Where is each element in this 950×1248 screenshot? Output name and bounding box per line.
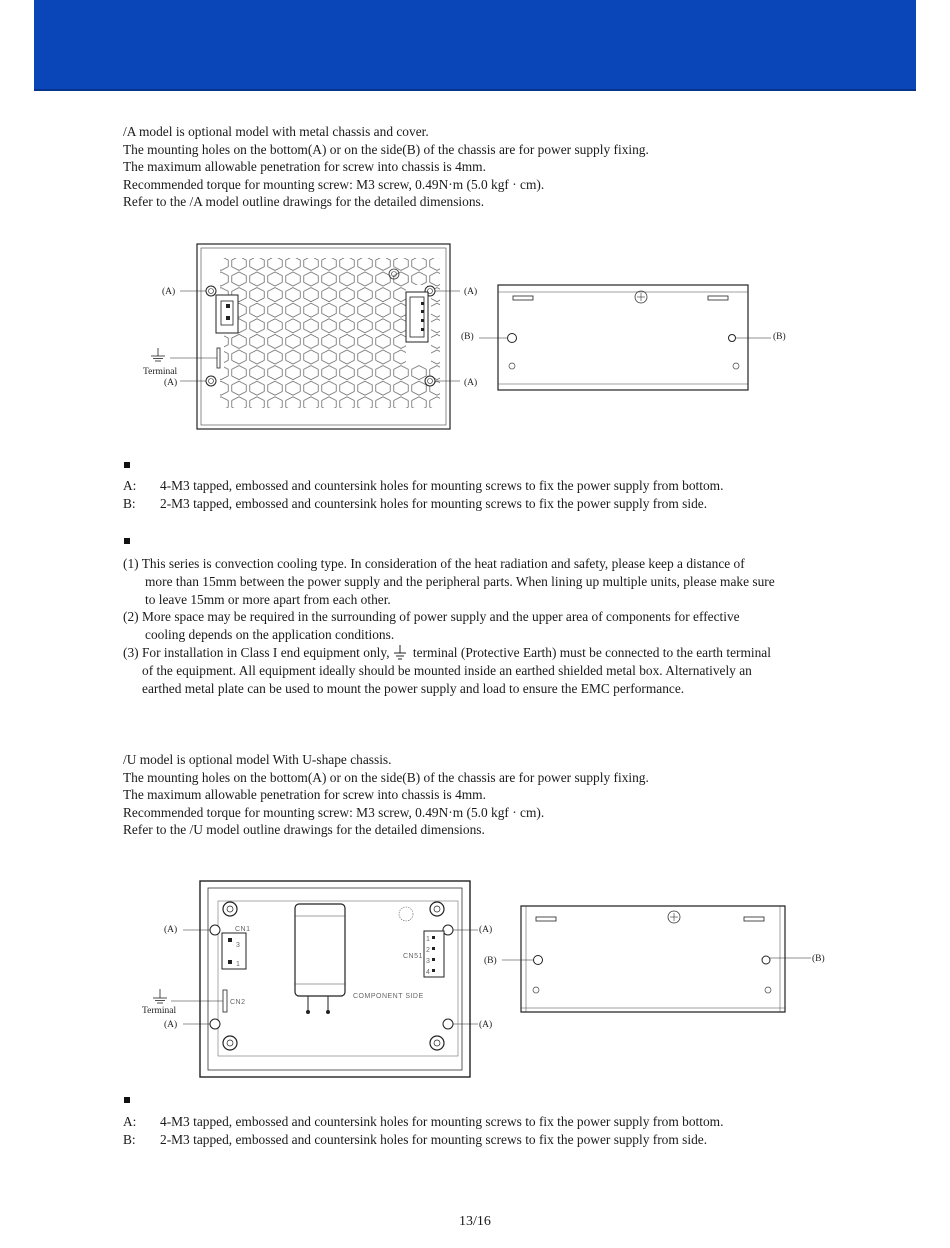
label-pin: 3	[426, 958, 431, 965]
intro-line: The mounting holes on the bottom(A) or on the side(B) of the chassis are for power supply fixing.	[123, 769, 649, 785]
u-model-side-drawing	[478, 900, 830, 1018]
label-terminal: Terminal	[142, 1006, 177, 1016]
label-cn2: CN2	[230, 999, 246, 1006]
intro-line: Recommended torque for mounting screw: M3 screw, 0.49N·m (5.0 kgf · cm).	[123, 176, 545, 192]
label-pin3: 3	[236, 942, 241, 949]
hole-row-b	[123, 495, 707, 513]
intro-line: Refer to the /A model outline drawings for the detailed dimensions.	[123, 194, 485, 210]
section-u-intro	[123, 751, 863, 839]
label-pin: 2	[426, 947, 431, 954]
label-pin1: 1	[236, 961, 241, 968]
earth-ground-icon	[392, 644, 408, 660]
label-pin: 4	[426, 969, 431, 976]
header-band	[34, 0, 916, 91]
label-b: (B)	[484, 956, 497, 966]
hole-text: 4-M3 tapped, embossed and countersink holes for mounting screws to fix the power supply from bottom.	[160, 478, 724, 493]
hole-key: B:	[123, 1132, 136, 1147]
u-model-front-drawing	[138, 876, 498, 1081]
hole-row-b	[123, 1131, 707, 1149]
hole-key: B:	[123, 496, 136, 511]
note-line: more than 15mm between the power supply and the peripheral parts. When lining up multiple units, please make sure	[145, 573, 775, 589]
hole-row-a	[123, 477, 723, 495]
note-line: to leave 15mm or more apart from each other.	[145, 591, 391, 607]
page-number: 13/16	[459, 1214, 491, 1229]
a-model-front-drawing	[140, 240, 460, 435]
hole-text: 2-M3 tapped, embossed and countersink holes for mounting screws to fix the power supply from side.	[160, 1132, 708, 1147]
note-line: of the equipment. All equipment ideally should be mounted inside an earthed shielded metal box. Alternatively an	[142, 662, 752, 678]
label-b: (B)	[812, 954, 825, 964]
hole-text: 4-M3 tapped, embossed and countersink holes for mounting screws to fix the power supply from bottom.	[160, 1114, 724, 1129]
intro-line: The maximum allowable penetration for screw into chassis is 4mm.	[123, 159, 486, 175]
note-line: terminal (Protective Earth) must be connected to the earth terminal	[412, 644, 771, 660]
hole-row-a	[123, 1113, 723, 1131]
label-a: (A)	[479, 925, 493, 935]
label-b: (B)	[461, 332, 474, 342]
note-2	[123, 608, 853, 644]
label-b: (B)	[773, 332, 786, 342]
note-line: (3) For installation in Class I end equipment only,	[123, 644, 390, 660]
label-terminal: Terminal	[143, 367, 178, 377]
note-line: (2) More space may be required in the surrounding of power supply and the upper area of components for effective	[123, 609, 740, 625]
section-a-intro	[123, 123, 863, 211]
label-a: (A)	[464, 287, 478, 297]
label-pin: 1	[426, 936, 431, 943]
label-a: (A)	[464, 378, 478, 388]
section-bullet	[124, 1097, 130, 1103]
label-component-side: COMPONENT SIDE	[353, 993, 424, 1000]
label-a: (A)	[164, 378, 178, 388]
note-line: cooling depends on the application conditions.	[145, 627, 395, 643]
intro-line: /A model is optional model with metal chassis and cover.	[123, 124, 429, 139]
label-cn51: CN51	[403, 953, 423, 960]
intro-line: The mounting holes on the bottom(A) or on the side(B) of the chassis are for power supply fixing.	[123, 141, 649, 157]
hole-text: 2-M3 tapped, embossed and countersink holes for mounting screws to fix the power supply from side.	[160, 496, 708, 511]
intro-line: The maximum allowable penetration for screw into chassis is 4mm.	[123, 787, 486, 803]
hole-key: A:	[123, 478, 137, 493]
intro-line: Recommended torque for mounting screw: M3 screw, 0.49N·m (5.0 kgf · cm).	[123, 804, 545, 820]
hole-key: A:	[123, 1114, 137, 1129]
intro-line: Refer to the /U model outline drawings for the detailed dimensions.	[123, 822, 485, 838]
intro-line: /U model is optional model With U-shape chassis.	[123, 752, 392, 767]
label-a: (A)	[164, 1020, 178, 1030]
installation-notes	[123, 555, 853, 697]
note-line: earthed metal plate can be used to mount the power supply and load to ensure the EMC performance.	[142, 680, 685, 696]
note-line: (1) This series is convection cooling type. In consideration of the heat radiation and safety, please keep a distance of	[123, 556, 745, 571]
section-bullet	[124, 462, 130, 468]
label-a: (A)	[164, 925, 178, 935]
label-a: (A)	[162, 287, 176, 297]
label-a: (A)	[479, 1020, 493, 1030]
note-1	[123, 555, 853, 608]
label-cn1: CN1	[235, 926, 251, 933]
a-model-side-drawing	[455, 280, 795, 395]
section-bullet	[124, 538, 130, 544]
note-3	[123, 644, 853, 697]
